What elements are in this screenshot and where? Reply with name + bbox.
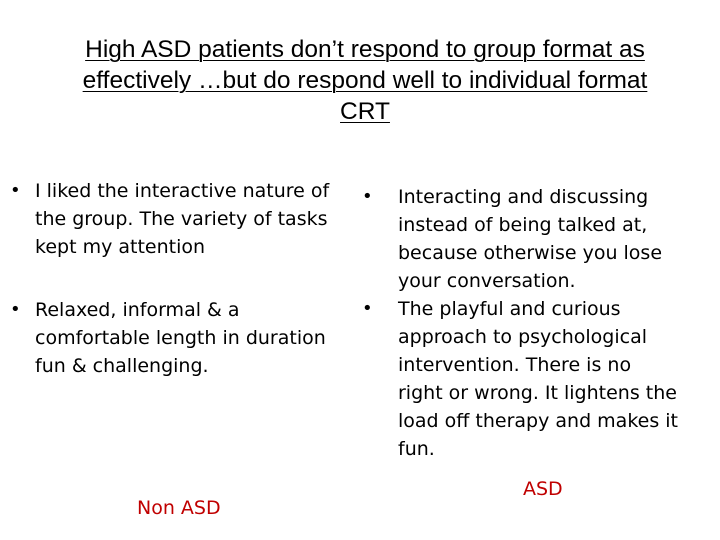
right-quote-2-line-5: load off therapy and makes it bbox=[398, 410, 678, 432]
left-quote-2-line-2: comfortable length in duration bbox=[35, 327, 326, 349]
right-column-quotes bbox=[362, 183, 718, 463]
left-quote-2-line-3: fun & challenging. bbox=[35, 355, 209, 377]
bullet-icon: • bbox=[362, 186, 373, 207]
left-quote-1 bbox=[10, 177, 370, 261]
right-quote-1 bbox=[362, 183, 718, 295]
right-quote-2-line-1: The playful and curious bbox=[398, 298, 621, 320]
title-line-1: High ASD patients don’t respond to group format as bbox=[85, 36, 645, 63]
left-column-quotes bbox=[10, 177, 370, 380]
asd-caption: ASD bbox=[523, 478, 563, 500]
bullet-icon: • bbox=[10, 299, 21, 320]
right-quote-2-line-6: fun. bbox=[398, 438, 435, 460]
left-quote-1-line-2: the group. The variety of tasks bbox=[35, 208, 328, 230]
right-quote-1-line-4: your conversation. bbox=[398, 270, 576, 292]
left-quote-2-line-1: Relaxed, informal & a bbox=[35, 299, 240, 321]
right-quote-1-line-3: because otherwise you lose bbox=[398, 242, 663, 264]
right-quote-1-line-2: instead of being talked at, bbox=[398, 214, 648, 236]
title-line-2: effectively …but do respond well to individual format bbox=[82, 67, 648, 94]
bullet-icon: • bbox=[10, 180, 21, 201]
non-asd-caption: Non ASD bbox=[137, 497, 221, 519]
left-quote-2 bbox=[10, 296, 370, 380]
bullet-icon: • bbox=[362, 298, 373, 319]
right-quote-2-line-3: intervention. There is no bbox=[398, 354, 632, 376]
title-line-3: CRT bbox=[340, 98, 390, 125]
right-quote-1-line-1: Interacting and discussing bbox=[398, 186, 649, 208]
right-quote-2-line-4: right or wrong. It lightens the bbox=[398, 382, 677, 404]
left-quote-1-line-1: I liked the interactive nature of bbox=[35, 180, 330, 202]
right-quote-2 bbox=[362, 295, 718, 463]
left-quote-1-line-3: kept my attention bbox=[35, 236, 206, 258]
right-quote-2-line-2: approach to psychological bbox=[398, 326, 647, 348]
slide-title bbox=[20, 34, 710, 127]
